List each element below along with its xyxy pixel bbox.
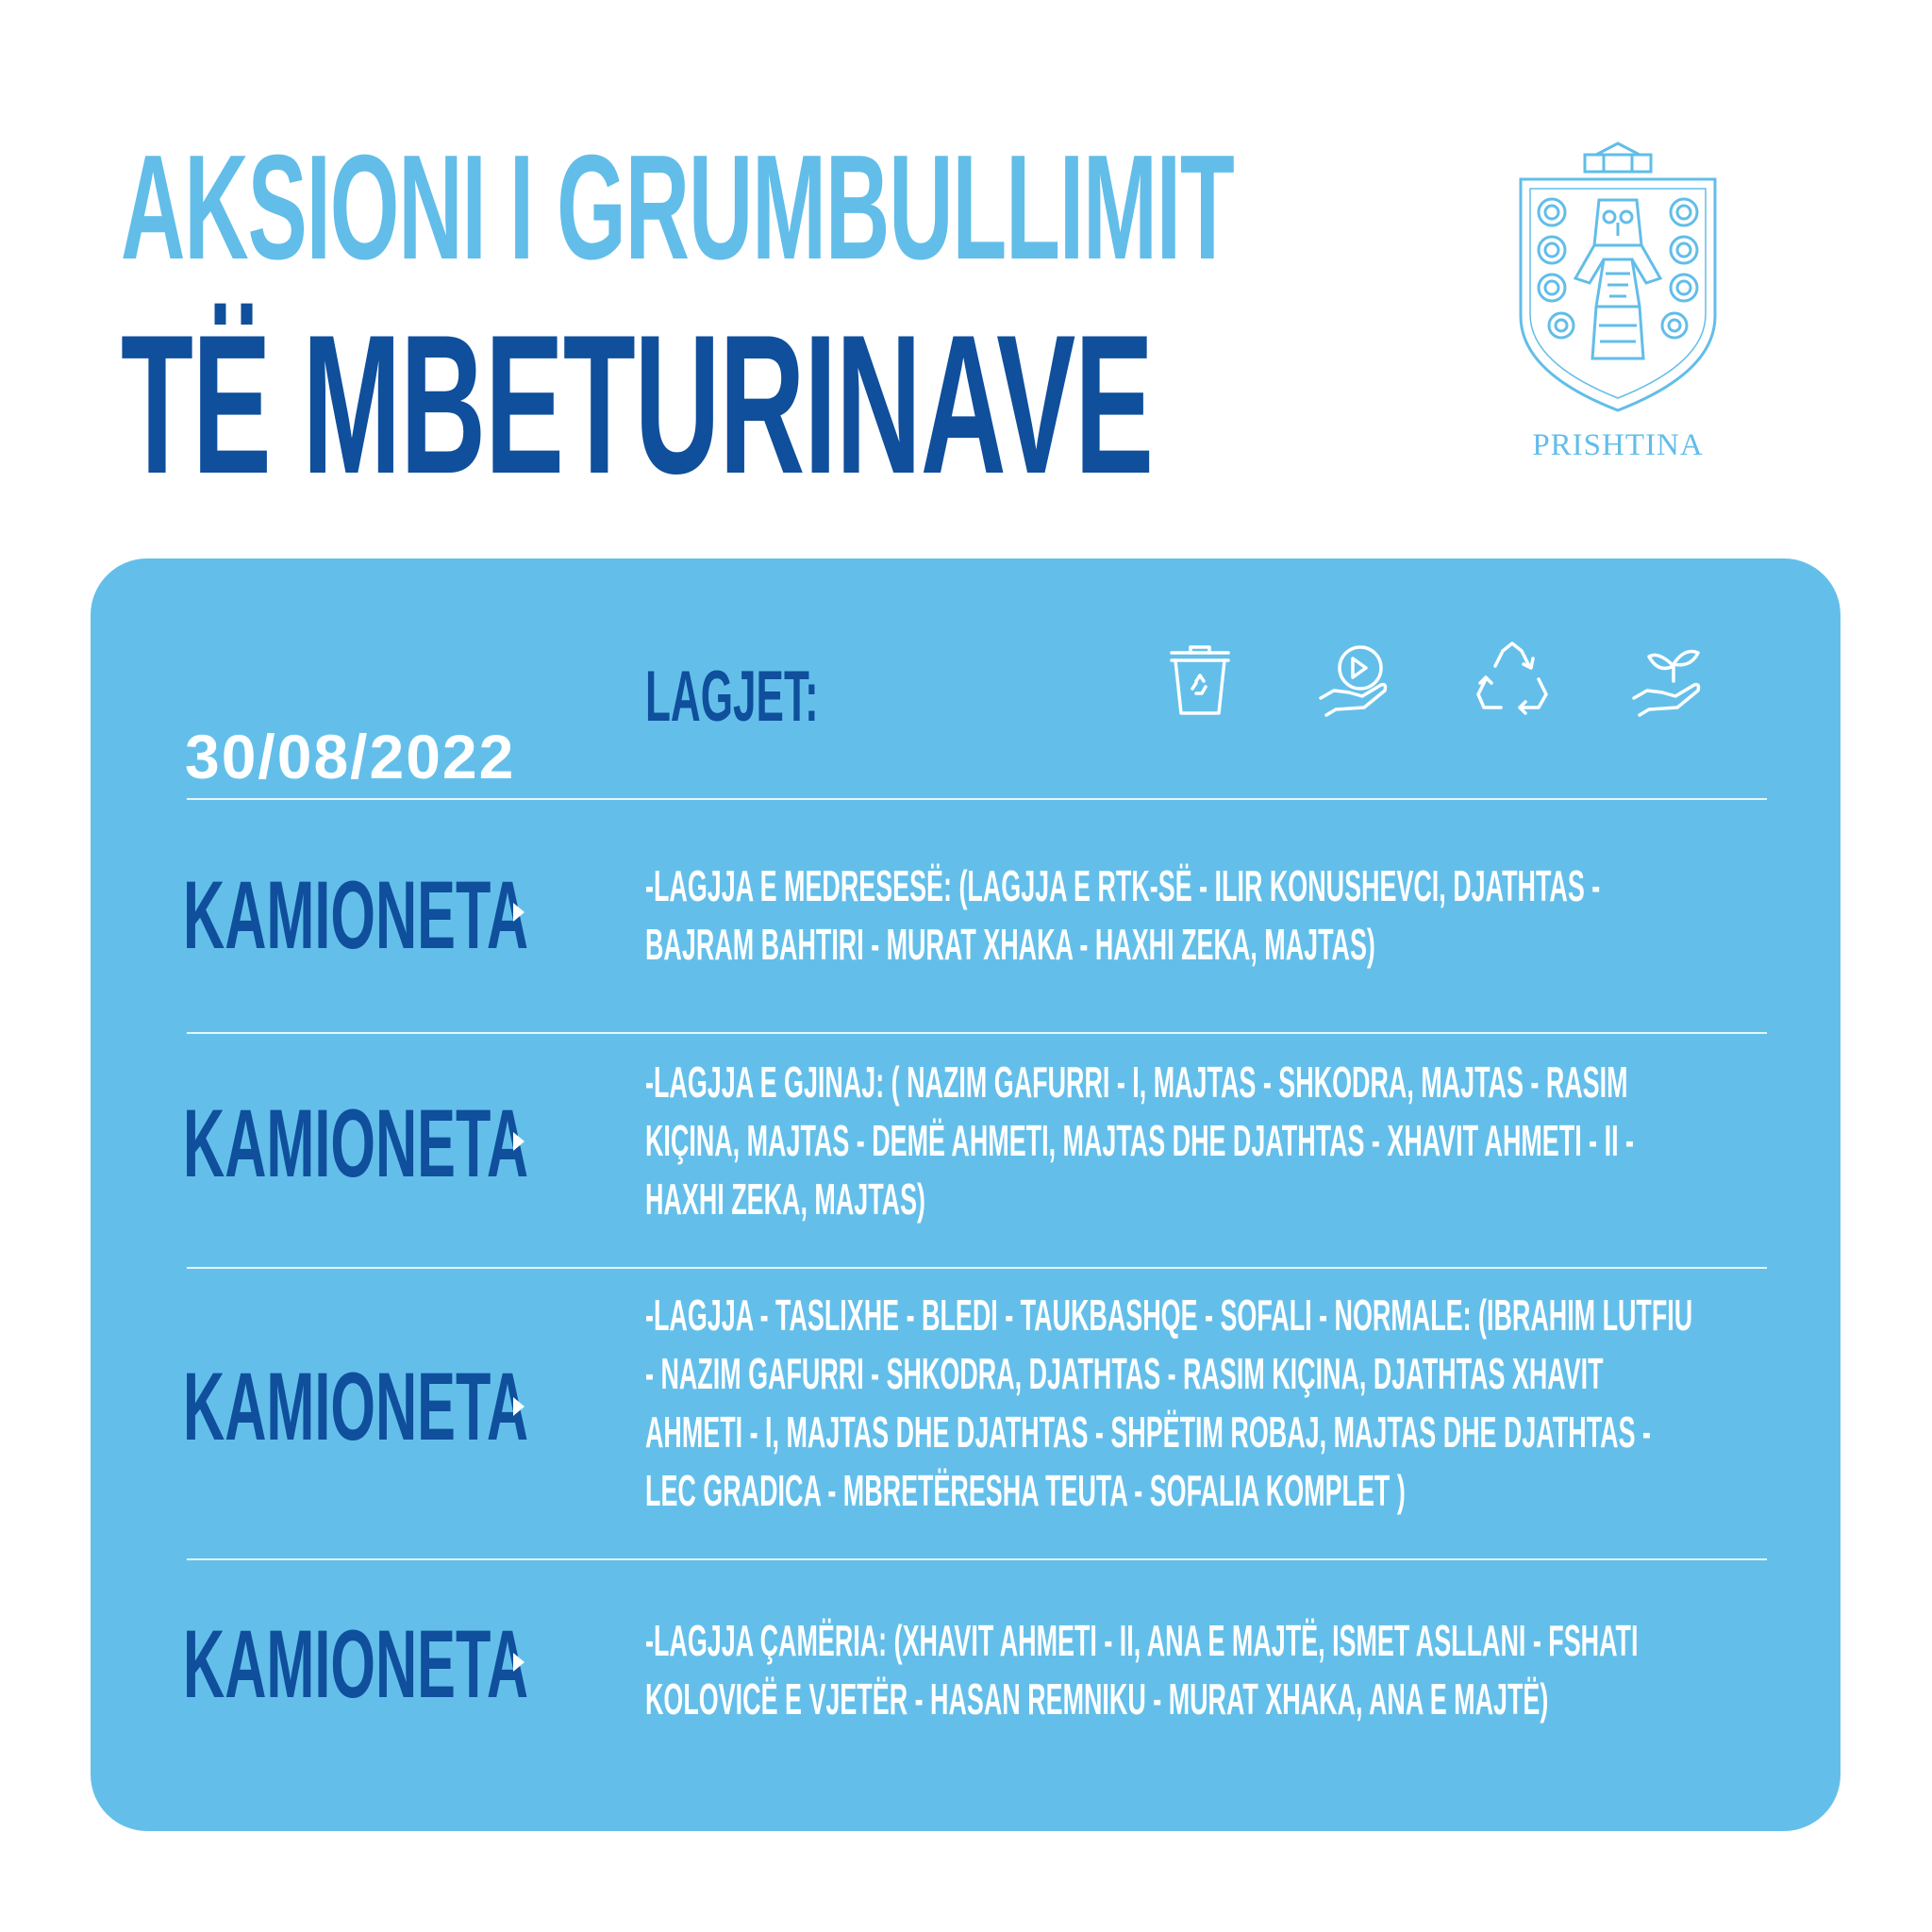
row-label: KAMIONETA <box>183 1353 529 1460</box>
row-text: -LAGJJA ÇAMËRIA: (XHAVIT AHMETI - II, ANA E MAJTË, ISMET ASLLANI - FSHATI KOLOVICË E VJETËR - HASAN REMNIKU - MURAT XHAKA, ANA E MAJTË) <box>645 1616 1639 1724</box>
title-line-1: AKSIONI I GRUMBULLIMIT <box>121 125 1234 291</box>
chevron-right-icon <box>513 1653 525 1672</box>
recycle-icon <box>1474 640 1550 719</box>
hand-plant-icon <box>1630 640 1706 719</box>
chevron-right-icon <box>513 1132 525 1151</box>
column-heading: LAGJET: <box>645 657 819 737</box>
divider <box>187 1558 1767 1560</box>
divider <box>187 1032 1767 1034</box>
prishtina-logo <box>1509 142 1726 462</box>
row-text: -LAGJJA E MEDRESESË: (LAGJJA E RTK-SË - ILIR KONUSHEVCI, DJATHTAS - BAJRAM BAHTIRI - MURAT XHAKA - HAXHI ZEKA, MAJTAS) <box>645 861 1601 969</box>
schedule-panel <box>91 558 1840 1831</box>
row-text: -LAGJJA E GJINAJ: ( NAZIM GAFURRI - I, MAJTAS - SHKODRA, MAJTAS - RASIM KIÇINA, MAJTAS - DEMË AHMETI, MAJTAS DHE DJATHTAS - XHAVIT AHMETI - II - HAXHI ZEKA, MAJTAS) <box>645 1058 1634 1224</box>
row-label: KAMIONETA <box>183 1090 529 1197</box>
chevron-right-icon <box>513 1397 525 1416</box>
row-text: -LAGJJA - TASLIXHE - BLEDI - TAUKBASHQE - SOFALI - NORMALE: (IBRAHIM LUTFIU - NAZIM GAFURRI - SHKODRA, DJATHTAS - RASIM KIÇINA, DJATHTAS XHAVIT AHMETI - I, MAJTAS DHE DJATHTAS - SHPËTIM ROBAJ, MAJTAS DHE DJATHTAS - LEC GRADICA - MBRETËRESHA TEUTA - SOFALIA KOMPLET ) <box>645 1291 1693 1515</box>
logo-text: PRISHTINA <box>1532 428 1704 462</box>
divider <box>187 798 1767 800</box>
divider <box>187 1267 1767 1269</box>
title-line-2: TË MBETURINAVE <box>121 293 1153 515</box>
coat-of-arms-icon <box>1509 142 1726 415</box>
chevron-right-icon <box>513 903 525 922</box>
row-label: KAMIONETA <box>183 1610 529 1718</box>
date-label: 30/08/2022 <box>185 722 516 791</box>
hand-globe-icon <box>1317 640 1392 719</box>
trash-bin-icon <box>1162 640 1238 719</box>
row-label: KAMIONETA <box>183 861 529 969</box>
